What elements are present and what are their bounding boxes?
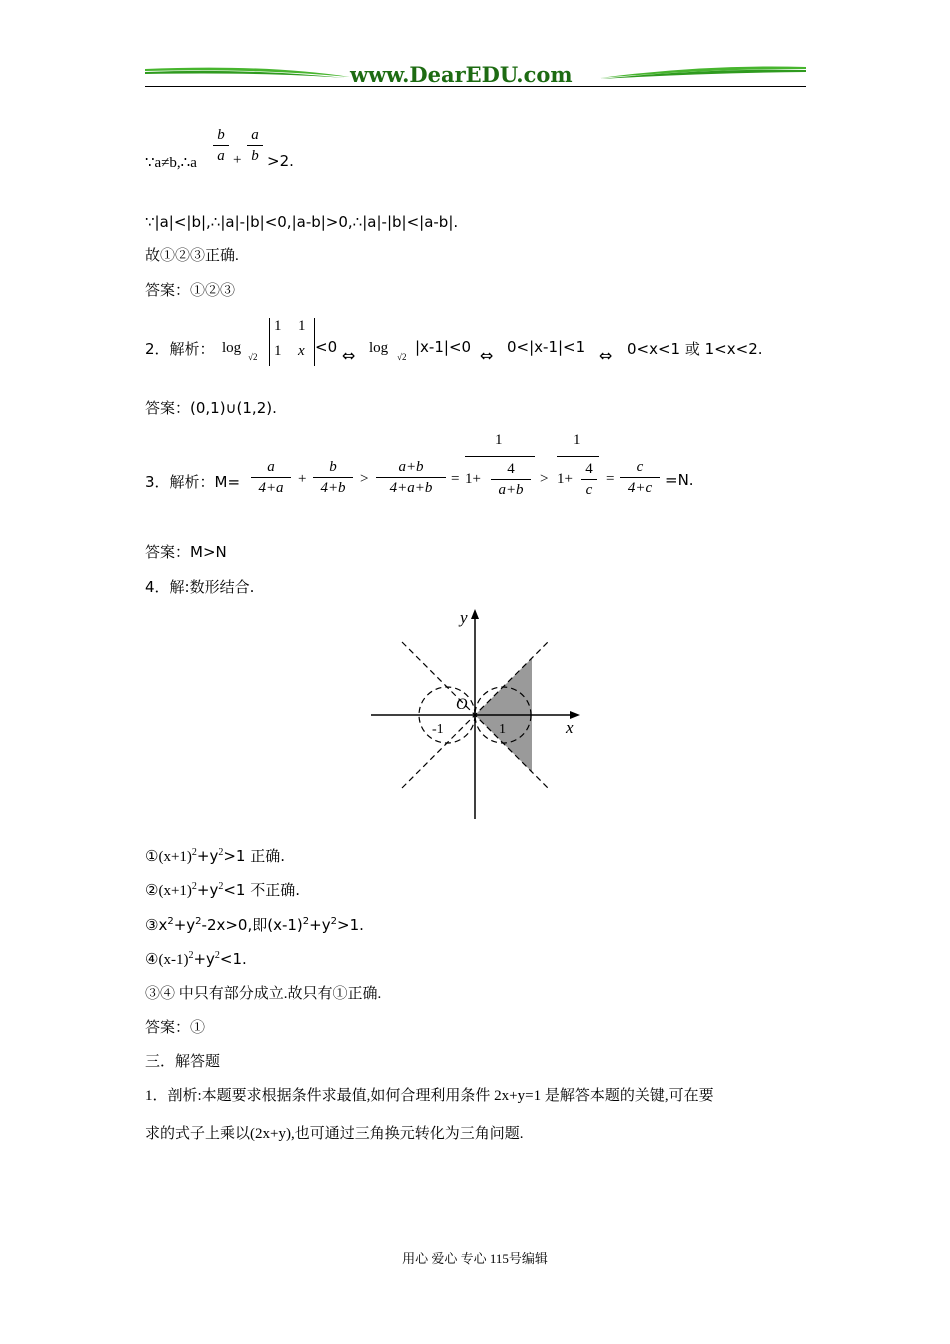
det-21: 1 — [274, 343, 282, 359]
line-1-post: >2. — [267, 152, 294, 170]
footer: 用心 爱心 专心 115号编辑 — [402, 1251, 548, 1266]
cf1-one: 1 — [495, 432, 503, 448]
q3-gt: > — [360, 471, 369, 487]
label-y: y — [460, 608, 468, 627]
frac-den: b — [251, 148, 259, 164]
figure — [368, 605, 584, 823]
q3-eq2: = — [606, 471, 615, 487]
header-rule — [145, 86, 806, 87]
q3-line — [145, 430, 805, 510]
q2-abs: |x-1|<0 — [415, 338, 472, 356]
q3-tail: =N. — [665, 471, 694, 489]
line-4: 答案：①②③ — [145, 283, 236, 299]
determinant — [269, 318, 315, 366]
explain-1: $①(x+1)^2+y^2>1$ 正确. — [145, 847, 286, 865]
det-22: x — [298, 343, 305, 359]
q2-log-base-2: √2 — [397, 352, 407, 362]
q3-frac-2: b 4+b — [313, 458, 353, 497]
q2-num: 2．解析： — [145, 340, 215, 358]
q3-compound-1 — [465, 430, 535, 510]
frac-num: a — [251, 127, 259, 143]
q4-line: 4．解:数形结合. — [145, 578, 255, 596]
q3-compound-2 — [557, 430, 599, 510]
site-title: www.DearEDU.com — [350, 62, 573, 87]
section-3-title: 三．解答题 — [145, 1054, 221, 1070]
label-plus-1: 1 — [499, 722, 506, 737]
explain-4: $④(x-1)^2+y^2<1$. — [145, 950, 247, 968]
q3-num: 3．解析：M= — [145, 473, 241, 491]
frac-den: a — [217, 148, 225, 164]
line-1-pre: ∵a≠b,∴a — [145, 155, 197, 171]
line-1 — [145, 152, 197, 173]
det-11: 1 — [274, 318, 282, 334]
cf2-inner: 4 c — [581, 460, 597, 499]
iff-symbol: ⇔ — [480, 346, 494, 365]
cf1-onep: 1+ — [465, 471, 481, 487]
q2-log-base: √2 — [248, 352, 258, 362]
label-x: x — [566, 718, 574, 737]
plus-sign: + — [233, 152, 242, 168]
q3-frac-1: a 4+a — [251, 458, 291, 497]
label-origin: O — [456, 696, 468, 713]
swoosh-left — [145, 71, 345, 78]
q2-log-2: log — [369, 340, 389, 356]
iff-symbol: ⇔ — [599, 346, 613, 365]
q2-tail: 0<x<1 或 1<x<2. — [627, 340, 763, 358]
line-2: ∵|a|<|b|,∴|a|-|b|<0,|a-b|>0,∴|a|-|b|<|a-b|. — [145, 213, 459, 231]
q2-line — [145, 318, 805, 368]
q2-mid: 0<|x-1|<1 — [507, 338, 586, 356]
explain-3: $③x^2+y^2-2x>0$,即$(x-1)^2+y^2>1$. — [145, 916, 364, 934]
answer-3: 答案：M>N — [145, 543, 227, 561]
q2-log: log — [222, 340, 242, 356]
figure-svg — [368, 605, 584, 823]
explain-5: ③④ 中只有部分成立.故只有①正确. — [145, 986, 382, 1002]
answer-2: 答案：(0,1)∪(1,2). — [145, 399, 277, 417]
q3-frac-3: a+b 4+a+b — [376, 458, 446, 497]
frac-b-over-a — [213, 126, 229, 165]
problem-1-line-a: 1．剖析:本题要求根据条件求最值,如何合理利用条件 2x+y=1 是解答本题的关键,可在要 — [145, 1088, 714, 1104]
q3-frac-5: c 4+c — [620, 458, 660, 497]
frac-num: b — [217, 127, 225, 143]
answer-4: 答案：① — [145, 1020, 206, 1036]
label-minus-1: -1 — [432, 722, 444, 737]
line-3: 故①②③正确. — [145, 248, 239, 264]
q3-eq: = — [451, 471, 460, 487]
y-arrow — [471, 609, 479, 619]
problem-1-line-b: 求的式子上乘以(2x+y),也可通过三角换元转化为三角问题. — [145, 1126, 524, 1142]
q2-lt0: <0 — [315, 338, 338, 356]
q3-gt2: > — [540, 471, 549, 487]
cf2-one: 1 — [573, 432, 581, 448]
cf2-onep: 1+ — [557, 471, 573, 487]
frac-a-over-b — [247, 126, 263, 165]
q3-plus: + — [298, 471, 307, 487]
iff-symbol: ⇔ — [342, 346, 356, 365]
det-12: 1 — [298, 318, 306, 334]
cf1-inner: 4 a+b — [491, 460, 531, 499]
explain-2: $②(x+1)^2+y^2<1$ 不正确. — [145, 881, 301, 899]
